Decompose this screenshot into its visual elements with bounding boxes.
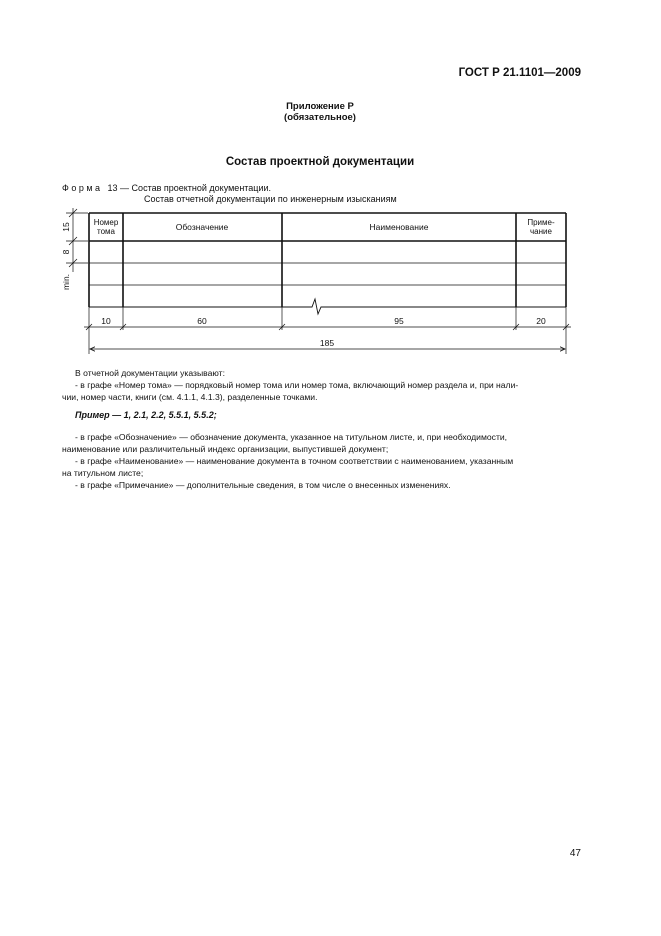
form-caption-line1: Ф о р м а 13 — Состав проектной документации.	[62, 183, 272, 193]
paragraph-volume-line2: чии, номер части, книги (см. 4.1.1, 4.1.3), разделенные точками.	[62, 392, 318, 402]
col-header-volume-line2: тома	[97, 227, 115, 236]
column-dimensions	[84, 324, 571, 330]
vertical-dimension	[66, 208, 88, 272]
dim-header-height: 15	[61, 222, 71, 232]
col-header-note-line1: Приме-	[527, 218, 555, 227]
paragraph-name-line1: - в графе «Наименование» — наименование документа в точном соответствии с наименованием, указанным	[75, 456, 514, 466]
col-header-note-line2: чание	[530, 227, 552, 236]
section-title: Состав проектной документации	[225, 156, 415, 168]
form-13-table-diagram	[50, 208, 580, 358]
paragraph-note: - в графе «Примечание» — дополнительные сведения, в том числе о внесенных изменениях.	[75, 480, 451, 490]
dim-row-height: 8	[61, 249, 71, 255]
col-header-volume-line1: Номер	[93, 218, 119, 227]
col-header-designation: Обозначение	[175, 222, 229, 232]
dim-col-designation: 60	[197, 316, 207, 326]
example-text: Пример — 1, 2.1, 2.2, 5.5.1, 5.5.2;	[75, 410, 217, 420]
paragraph-designation-line1: - в графе «Обозначение» — обозначение документа, указанное на титульном листе, и, при необходимости,	[75, 432, 508, 442]
dim-row-height-prefix: min.	[61, 273, 71, 291]
form-caption-line2: Состав отчетной документации по инженерным изысканиям	[144, 194, 397, 204]
dim-col-name: 95	[394, 316, 404, 326]
body-intro: В отчетной документации указывают:	[75, 368, 225, 378]
document-code: ГОСТ Р 21.1101—2009	[458, 67, 581, 79]
appendix-subtitle: (обязательное)	[284, 112, 356, 123]
dim-col-volume: 10	[101, 316, 111, 326]
table-frame	[89, 213, 566, 314]
paragraph-name-line2: на титульном листе;	[62, 468, 144, 478]
appendix-title: Приложение Р	[286, 101, 354, 112]
dim-col-note: 20	[536, 316, 546, 326]
page-number: 47	[569, 848, 581, 859]
paragraph-volume-line1: - в графе «Номер тома» — порядковый номер тома или номер тома, включающий номер раздела и, при нали-	[75, 380, 519, 390]
col-header-name: Наименование	[369, 222, 429, 232]
paragraph-designation-line2: наименование или различительный индекс организации, выпустившей документ;	[62, 444, 389, 454]
dim-total-width: 185	[319, 338, 335, 348]
